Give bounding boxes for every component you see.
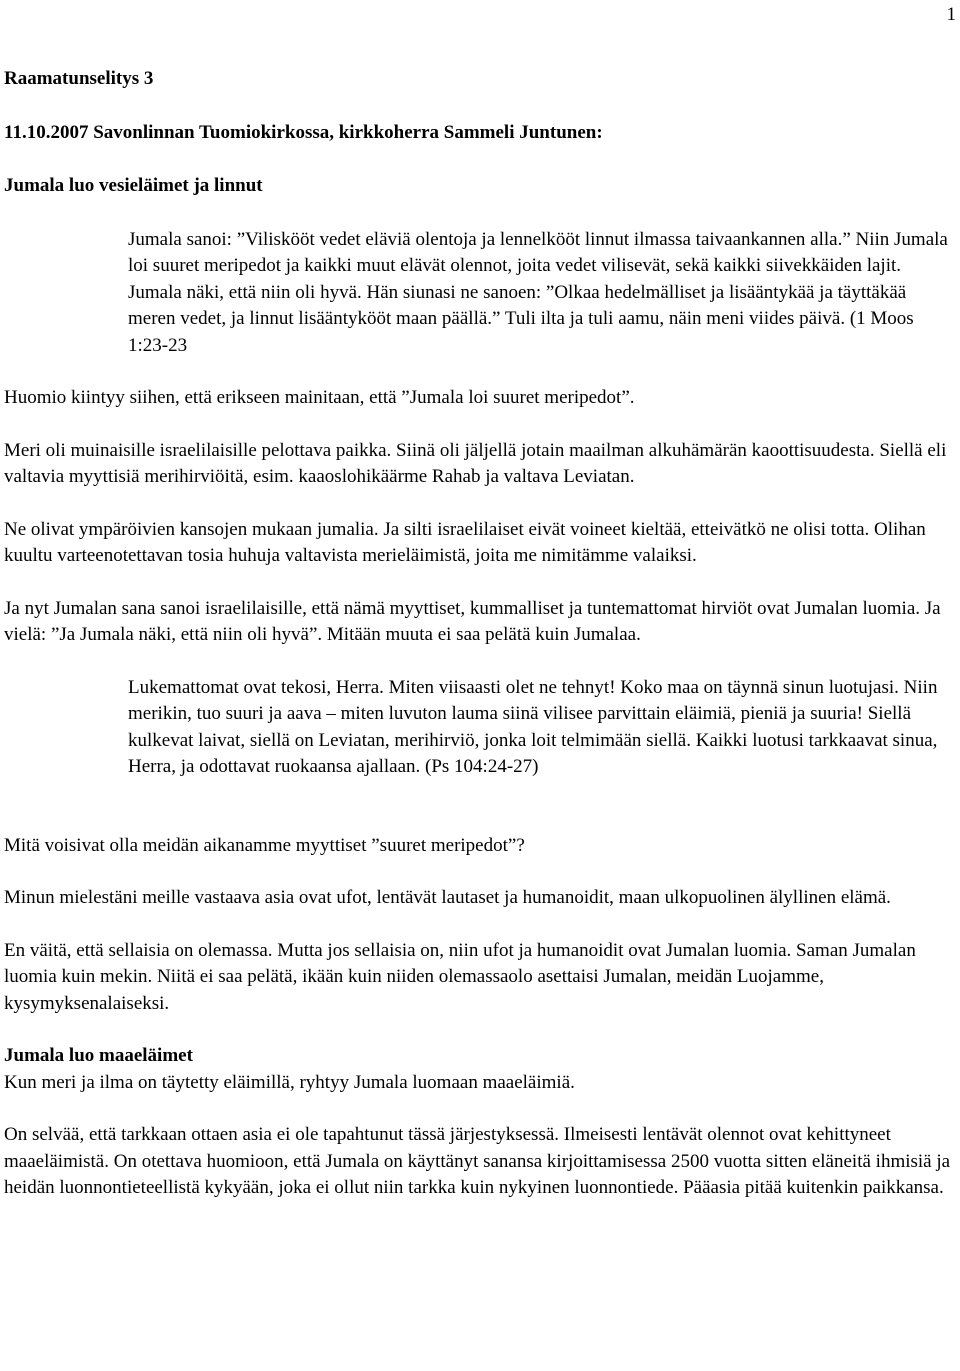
scripture-quote-genesis: Jumala sanoi: ”Viliskööt vedet eläviä olentoja ja lennelkööt linnut ilmassa taivaankannen alla.” Niin Jumala loi suuret meripedot ja kaikki muut elävät olennot, joita vedet vilisevät, sekä kaikki siivekkäiden lajit. Jumala näki, että niin oli hyvä. Hän siunasi ne sanoen: ”Olkaa hedelmälliset ja lisääntykää ja täyttäkää meren vedet, ja linnut lisääntykööt maan päällä.” Tuli ilta ja tuli aamu, näin meni viides päivä. (1 Moos 1:23-23	[128, 228, 948, 356]
document-subtitle: 11.10.2007 Savonlinnan Tuomiokirkossa, kirkkoherra Sammeli Juntunen:	[4, 121, 603, 143]
paragraph: Meri oli muinaisille israelilaisille pelottava paikka. Siinä oli jäljellä jotain maailman alkuhämärän kaoottisuudesta. Siellä eli valtavia myyttisiä merihirviöitä, esim. kaaoslohikäärme Rahab ja valtava Leviatan.	[4, 439, 947, 487]
paragraph: Mitä voisivat olla meidän aikanamme myyttiset ”suuret meripedot”?	[4, 834, 525, 856]
paragraph: On selvää, että tarkkaan ottaen asia ei ole tapahtunut tässä järjestyksessä. Ilmeisesti lentävät olennot ovat kehittyneet maaeläimistä. On otettava huomioon, että Jumala on käyttänyt sanansa kirjoittamisessa 2500 vuotta sitten eläneitä ihmisiä ja heidän luonnontieteellistä kykyään, joka ei ollut niin tarkka kuin nykyinen luonnontiede. Pääasia pitää kuitenkin paikkansa.	[4, 1124, 951, 1198]
page-number: 1	[946, 4, 956, 25]
paragraph: Ne olivat ympäröivien kansojen mukaan jumalia. Ja silti israelilaiset eivät voineet kieltää, etteivätkö ne olisi totta. Olihan kuultu varteenotettavan tosia huhuja valtavista merieläimistä, joita me nimitämme valaiksi.	[4, 518, 926, 566]
scripture-quote-psalm: Lukemattomat ovat tekosi, Herra. Miten viisaasti olet ne tehnyt! Koko maa on täynnä sinun luotujasi. Niin merikin, tuo suuri ja aava – miten luvuton lauma siinä vilisee parvittain eläimiä, pieniä ja suuria! Siellä kulkevat laivat, siellä on Leviatan, merihirviö, jonka loit telmimään siellä. Kaikki luotusi tarkkaavat sinua, Herra, ja odottavat ruokaansa ajallaan. (Ps 104:24-27)	[128, 676, 938, 777]
document-body	[4, 66, 956, 1202]
section-heading-land-animals: Jumala luo maaeläimet	[4, 1045, 193, 1066]
paragraph: Kun meri ja ilma on täytetty eläimillä, ryhtyy Jumala luomaan maaeläimiä.	[4, 1071, 575, 1093]
section-heading-water-birds: Jumala luo vesieläimet ja linnut	[4, 175, 263, 196]
paragraph: Huomio kiintyy siihen, että erikseen mainitaan, että ”Jumala loi suuret meripedot”.	[4, 387, 635, 408]
paragraph: Minun mielestäni meille vastaava asia ovat ufot, lentävät lautaset ja humanoidit, maan ulkopuolinen älyllinen elämä.	[4, 887, 891, 908]
paragraph: En väitä, että sellaisia on olemassa. Mutta jos sellaisia on, niin ufot ja humanoidit ovat Jumalan luomia. Saman Jumalan luomia kuin mekin. Niitä ei saa pelätä, ikään kuin niiden olemassaolo asettaisi Jumalan, meidän Luojamme, kysymyksenalaiseksi.	[4, 939, 916, 1014]
paragraph: Ja nyt Jumalan sana sanoi israelilaisille, että nämä myyttiset, kummalliset ja tuntemattomat hirviöt ovat Jumalan luomia. Ja vielä: ”Ja Jumala näki, että niin oli hyvä”. Mitään muuta ei saa pelätä kuin Jumalaa.	[4, 597, 941, 645]
document-title: Raamatunselitys 3	[4, 68, 154, 89]
